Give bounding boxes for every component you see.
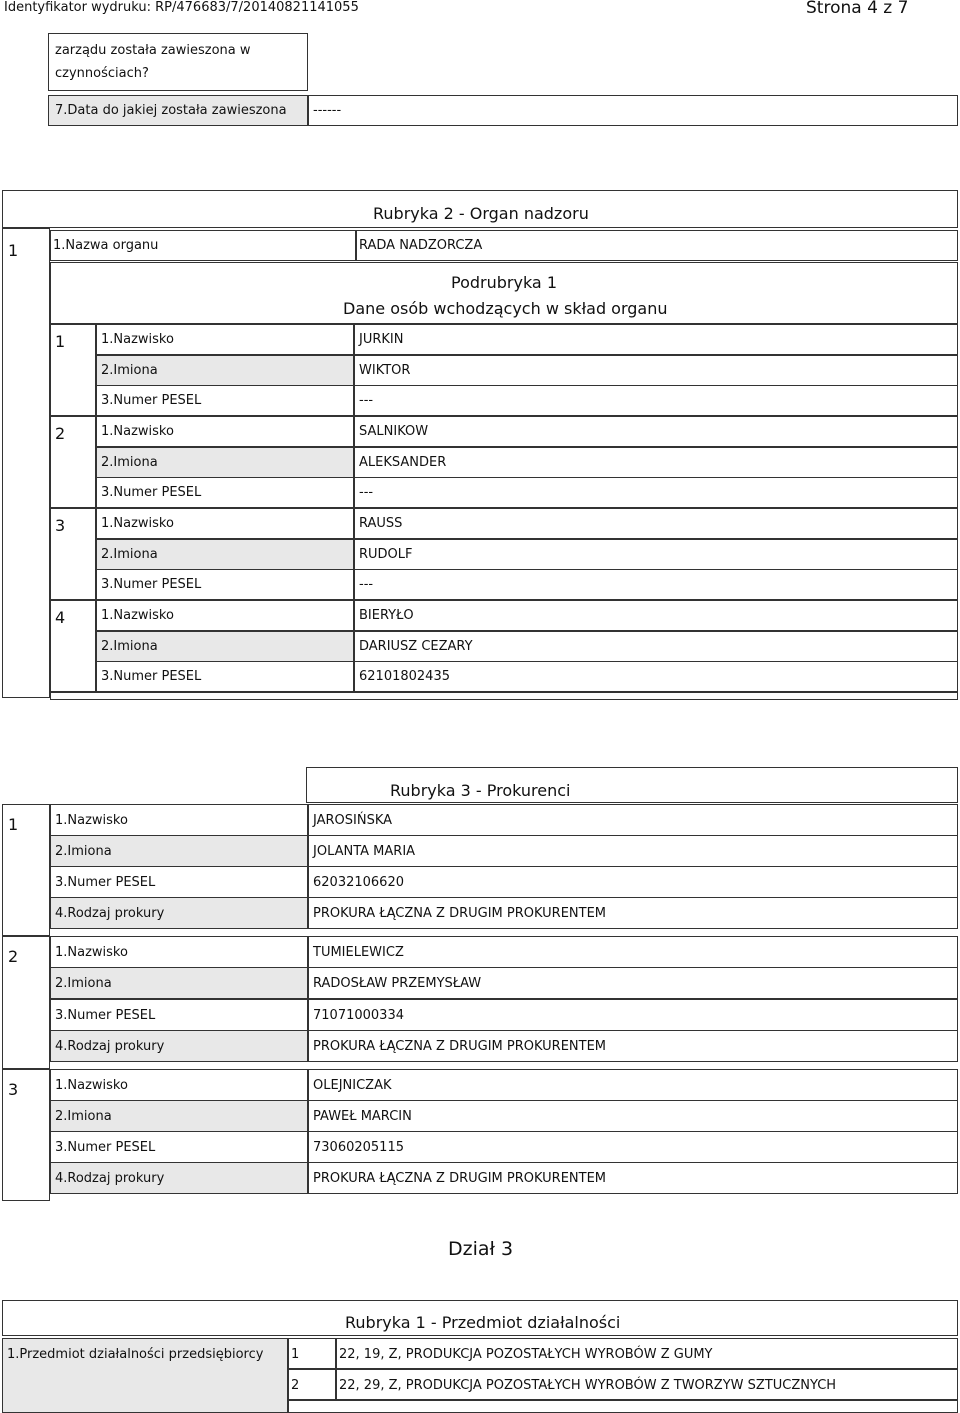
r3-proxy-type-value: PROKURA ŁĄCZNA Z DRUGIM PROKURENTEM (313, 1170, 607, 1186)
r3-surname-value-cell (308, 936, 958, 968)
r2-given-names-label-cell (96, 355, 354, 386)
r3-pesel-label-cell (50, 1131, 308, 1163)
activity-2-number-cell (288, 1369, 336, 1400)
r2-given-names-value-cell (354, 447, 958, 478)
r3-given-names-value-cell (308, 1100, 958, 1132)
r3-proxy-type-label: 4.Rodzaj prokury (55, 1170, 165, 1186)
r2-pesel-label: 3.Numer PESEL (101, 393, 202, 409)
r3-surname-label: 1.Nazwisko (55, 813, 128, 828)
rubryka-2-number-cell (2, 228, 50, 698)
rubryka-3-title-cell (306, 767, 958, 803)
r2-pesel-value: --- (359, 485, 374, 501)
rubryka-3-title: Rubryka 3 - Prokurenci (390, 781, 571, 800)
r3-pesel-value: 73060205115 (313, 1139, 404, 1155)
activity-bottom-row (288, 1400, 958, 1413)
r2-pesel-value: --- (359, 393, 374, 409)
r2-surname-label-cell (96, 508, 354, 539)
print-identifier: Identyfikator wydruku: RP/476683/7/20140821141055 (4, 0, 359, 15)
r2-surname-label-cell (96, 600, 354, 631)
organ-name-label-cell (50, 230, 356, 261)
d3-rubryka-1-title: Rubryka 1 - Przedmiot działalności (345, 1313, 621, 1332)
r3-proxy-type-value-cell (308, 1030, 958, 1062)
r2-surname-value-cell (354, 508, 958, 539)
r2-given-names-label-cell (96, 631, 354, 662)
r3-proxy-type-label-cell (50, 1030, 308, 1062)
r3-surname-label: 1.Nazwisko (55, 945, 128, 961)
r2-pesel-value-cell (354, 477, 958, 508)
r3-given-names-value-cell (308, 967, 958, 999)
r2-given-names-label-cell (96, 539, 354, 570)
r2-pesel-label: 3.Numer PESEL (101, 669, 202, 685)
r3-surname-value: JAROSIŃSKA (313, 813, 393, 828)
r3-surname-value: TUMIELEWICZ (313, 945, 404, 961)
r3-given-names-label: 2.Imiona (55, 1108, 112, 1124)
r3-given-names-label-cell (50, 835, 308, 867)
r3-person-number-cell (2, 936, 50, 1068)
r2-pesel-value-cell (354, 385, 958, 416)
r3-pesel-value-cell (308, 866, 958, 898)
rubryka-2-number: 1 (8, 241, 19, 260)
r3-person-number: 1 (8, 815, 19, 834)
r3-surname-label: 1.Nazwisko (55, 1077, 128, 1093)
r3-given-names-value: RADOSŁAW PRZEMYSŁAW (313, 976, 482, 992)
r3-pesel-label: 3.Numer PESEL (55, 1139, 156, 1155)
r2-surname-value: JURKIN (359, 332, 404, 347)
organ-name-value: RADA NADZORCZA (359, 238, 483, 253)
activity-2-number: 2 (291, 1378, 300, 1393)
activity-1-value-cell (336, 1338, 958, 1369)
question-7-value: ------ (313, 103, 342, 118)
r3-proxy-type-value-cell (308, 897, 958, 929)
r2-person-number: 1 (55, 332, 66, 351)
r3-given-names-value-cell (308, 835, 958, 867)
r2-surname-value: BIERYŁO (359, 608, 414, 623)
r3-pesel-value: 71071000334 (313, 1007, 404, 1023)
r3-given-names-value: PAWEŁ MARCIN (313, 1108, 412, 1124)
r3-given-names-label: 2.Imiona (55, 976, 112, 992)
activity-2-value-cell (336, 1369, 958, 1400)
rubryka-2-title-cell (2, 190, 958, 228)
r2-given-names-label: 2.Imiona (101, 638, 158, 654)
r3-surname-label-cell (50, 1069, 308, 1101)
r3-person-number: 2 (8, 947, 19, 967)
r2-pesel-label-cell (96, 477, 354, 508)
r3-surname-value-cell (308, 804, 958, 836)
r3-pesel-label-cell (50, 866, 308, 898)
r3-pesel-label: 3.Numer PESEL (55, 1007, 156, 1023)
activity-1-number-cell (288, 1338, 336, 1369)
r2-surname-label: 1.Nazwisko (101, 332, 174, 347)
r2-surname-label-cell (96, 324, 354, 355)
r2-given-names-value-cell (354, 355, 958, 386)
r2-surname-value-cell (354, 416, 958, 447)
r2-surname-label: 1.Nazwisko (101, 608, 174, 623)
r2-given-names-value: RUDOLF (359, 546, 413, 562)
r2-person-number-cell (50, 508, 96, 600)
question-6-cell (48, 33, 308, 91)
r2-person-number-cell (50, 600, 96, 692)
r2-surname-value-cell (354, 324, 958, 355)
activity-label: 1.Przedmiot działalności przedsiębiorcy (7, 1347, 264, 1362)
r2-pesel-label: 3.Numer PESEL (101, 485, 202, 501)
r2-given-names-label-cell (96, 447, 354, 478)
r3-proxy-type-label-cell (50, 1162, 308, 1194)
r3-pesel-label: 3.Numer PESEL (55, 875, 156, 891)
r3-person-number-cell (2, 1069, 50, 1201)
podrubryka-title-cell (50, 262, 958, 324)
r3-pesel-value: 62032106620 (313, 875, 404, 891)
r2-surname-label: 1.Nazwisko (101, 424, 174, 439)
question-7-value-cell (308, 95, 958, 126)
r3-proxy-type-value-cell (308, 1162, 958, 1194)
r2-surname-label: 1.Nazwisko (101, 516, 174, 531)
podrubryka-title: Podrubryka 1 (451, 273, 557, 292)
r2-person-number: 4 (55, 608, 66, 627)
r3-surname-value: OLEJNICZAK (313, 1077, 392, 1093)
r3-surname-label-cell (50, 804, 308, 836)
r3-proxy-type-label-cell (50, 897, 308, 929)
r2-pesel-label-cell (96, 661, 354, 692)
r2-pesel-value: 62101802435 (359, 669, 450, 685)
r2-pesel-label: 3.Numer PESEL (101, 577, 202, 593)
r2-given-names-value: WIKTOR (359, 362, 411, 378)
r2-surname-value-cell (354, 600, 958, 631)
r2-pesel-value-cell (354, 569, 958, 600)
r2-given-names-value: ALEKSANDER (359, 454, 447, 470)
r3-surname-value-cell (308, 1069, 958, 1101)
r2-surname-label-cell (96, 416, 354, 447)
r2-person-number-cell (50, 416, 96, 508)
r2-surname-value: SALNIKOW (359, 424, 429, 439)
question-6-line-1: zarządu została zawieszona w (55, 43, 251, 58)
r3-given-names-label: 2.Imiona (55, 844, 112, 860)
activity-1-value: 22, 19, Z, PRODUKCJA POZOSTAŁYCH WYROBÓW Z GUMY (339, 1347, 713, 1362)
r3-proxy-type-value: PROKURA ŁĄCZNA Z DRUGIM PROKURENTEM (313, 906, 607, 922)
question-7-label-cell (48, 95, 308, 126)
activity-1-number: 1 (291, 1347, 300, 1362)
r2-given-names-label: 2.Imiona (101, 362, 158, 378)
r2-pesel-value-cell (354, 661, 958, 692)
r2-person-number-cell (50, 324, 96, 416)
page-number: Strona 4 z 7 (806, 0, 909, 18)
r2-given-names-value-cell (354, 539, 958, 570)
r2-surname-value: RAUSS (359, 516, 403, 531)
r3-surname-label-cell (50, 936, 308, 968)
r2-pesel-label-cell (96, 569, 354, 600)
podrubryka-subtitle: Dane osób wchodzących w skład organu (343, 299, 668, 318)
r2-given-names-label: 2.Imiona (101, 454, 158, 470)
r2-pesel-label-cell (96, 385, 354, 416)
r3-person-number-cell (2, 804, 50, 936)
r3-pesel-label-cell (50, 999, 308, 1031)
r3-proxy-type-label: 4.Rodzaj prokury (55, 906, 165, 922)
r2-given-names-value-cell (354, 631, 958, 662)
r3-person-number: 3 (8, 1079, 19, 1099)
r3-given-names-value: JOLANTA MARIA (313, 844, 416, 860)
r2-person-number: 2 (55, 424, 66, 443)
r3-pesel-value-cell (308, 1131, 958, 1163)
r2-person-number: 3 (55, 516, 66, 535)
question-7-label: 7.Data do jakiej została zawieszona (55, 103, 287, 118)
r2-given-names-value: DARIUSZ CEZARY (359, 638, 473, 654)
r2-given-names-label: 2.Imiona (101, 546, 158, 562)
organ-name-label: 1.Nazwa organu (53, 238, 159, 253)
rubryka-2-title: Rubryka 2 - Organ nadzoru (373, 204, 589, 223)
r3-proxy-type-value: PROKURA ŁĄCZNA Z DRUGIM PROKURENTEM (313, 1038, 607, 1054)
organ-name-value-cell (356, 230, 958, 261)
d3-rubryka-1-title-cell (2, 1300, 958, 1336)
r3-given-names-label-cell (50, 1100, 308, 1132)
question-6-line-2: czynnościach? (55, 66, 149, 81)
activity-label-cell (2, 1338, 288, 1413)
r3-pesel-value-cell (308, 999, 958, 1031)
activity-2-value: 22, 29, Z, PRODUKCJA POZOSTAŁYCH WYROBÓW Z TWORZYW SZTUCZNYCH (339, 1378, 837, 1393)
r2-pesel-value: --- (359, 577, 374, 593)
r3-proxy-type-label: 4.Rodzaj prokury (55, 1038, 165, 1054)
rubryka-2-bottom-row (50, 692, 958, 700)
r3-given-names-label-cell (50, 967, 308, 999)
section-title: Dział 3 (448, 1238, 514, 1260)
